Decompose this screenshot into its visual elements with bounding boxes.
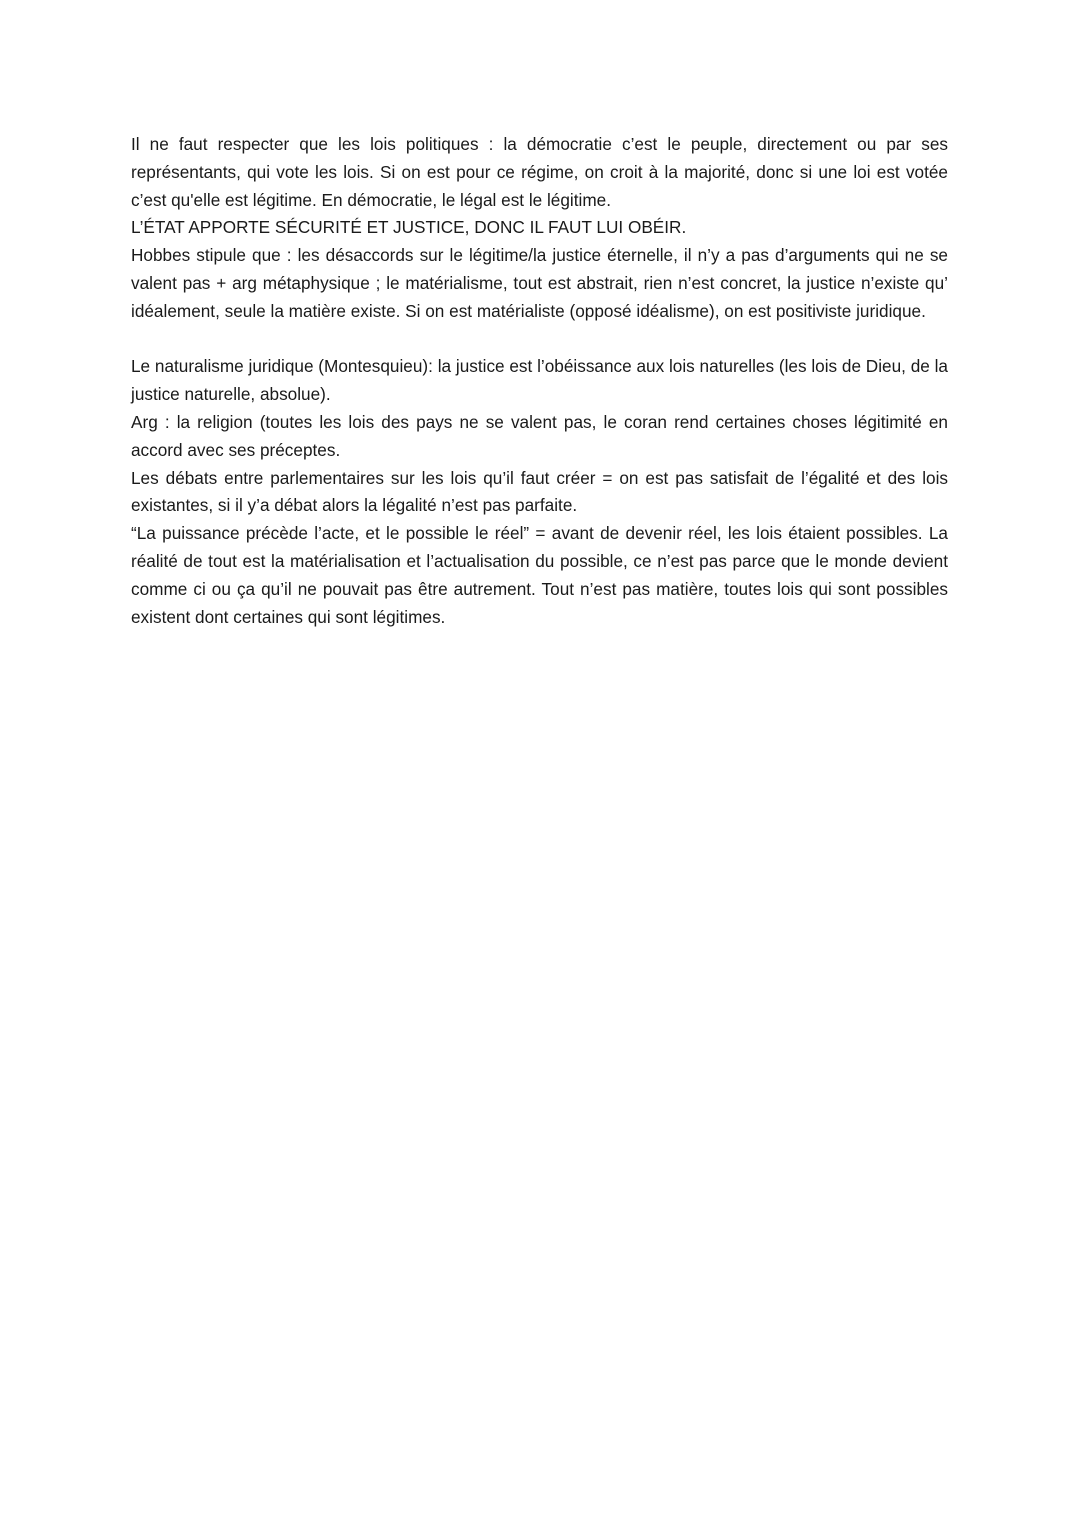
paragraph-hobbes: Hobbes stipule que : les désaccords sur le légitime/la justice éternelle, il n’y a pas d’arguments qui ne se valent pas + arg métaphysique ; le matérialisme, tout est abstrait, rien n’est concret, la justice n’existe qu’ idéalement, seule la matière existe. Si on est matérialiste (opposé idéalisme), on est positiviste juridique.: [131, 245, 948, 321]
paragraph-spacer: [131, 326, 948, 354]
paragraph-democratie: Il ne faut respecter que les lois politiques : la démocratie c’est le peuple, directement ou par ses représentants, qui vote les lois. Si on est pour ce régime, on croit à la majorité, donc si une loi est votée c’est qu'elle est légitime. En démocratie, le légal est le légitime.: [131, 134, 948, 210]
paragraph-puissance-acte: “La puissance précède l’acte, et le possible le réel” = avant de devenir réel, les lois étaient possibles. La réalité de tout est la matérialisation et l’actualisation du possible, ce n’est pas parce que le monde devient comme ci ou ça qu’il ne pouvait pas être autrement. Tout n’est pas matière, toutes lois qui sont possibles existent dont certaines qui sont légitimes.: [131, 523, 948, 627]
document-body: [131, 131, 948, 631]
paragraph-etat-heading: L’ÉTAT APPORTE SÉCURITÉ ET JUSTICE, DONC IL FAUT LUI OBÉIR.: [131, 217, 687, 238]
paragraph-naturalisme: Le naturalisme juridique (Montesquieu): la justice est l’obéissance aux lois naturelles (les lois de Dieu, de la justice naturelle, absolue).: [131, 356, 948, 405]
paragraph-debats-parlementaires: Les débats entre parlementaires sur les lois qu’il faut créer = on est pas satisfait de l’égalité et des lois existantes, si il y’a débat alors la légalité n’est pas parfaite.: [131, 467, 948, 516]
paragraph-religion-argument: Arg : la religion (toutes les lois des pays ne se valent pas, le coran rend certaines choses légitimité en accord avec ses préceptes.: [131, 411, 948, 460]
